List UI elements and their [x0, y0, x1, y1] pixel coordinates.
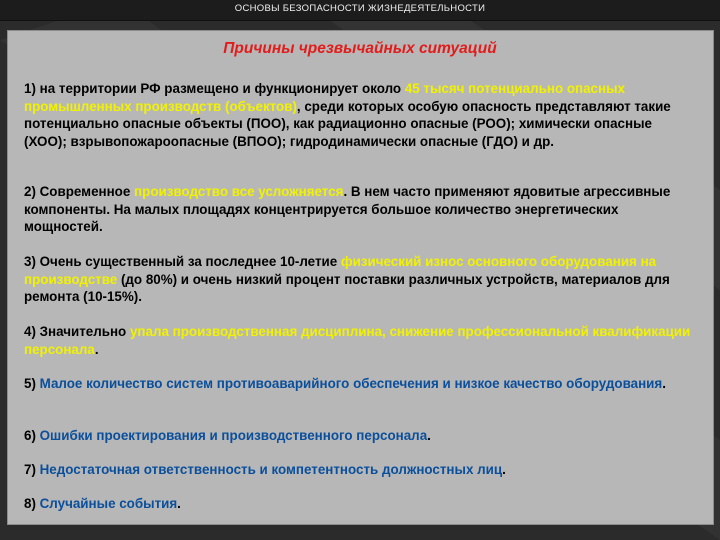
header-bar	[0, 0, 720, 21]
list-item-3	[24, 253, 694, 306]
list-item-4	[24, 323, 694, 358]
list-item-5	[24, 375, 694, 393]
item-highlight: упала производственная дисциплина, снижение профессиональной квалификации персонала	[24, 324, 691, 357]
item-text: , среди которых особую опасность представляют такие потенциально опасные объекты (ПОО), как радиационно опасные (РОО); химически опасные (ХОО); взрывопожароопасные (ВПОО); гидродинамически опасные (ГДО) и др.	[24, 98, 671, 149]
item-text: (до 80%) и очень низкий процент поставки различных устройств, материалов для ремонта (10-15%).	[24, 271, 670, 304]
item-highlight: Случайные события	[39, 496, 178, 511]
item-text: .	[502, 462, 506, 477]
item-text: 8)	[24, 496, 40, 511]
item-text: 3) Очень существенный за последнее 10-летие	[24, 254, 341, 269]
item-highlight: 45 тысяч потенциально опасных промышленных производств (объектов)	[24, 81, 625, 114]
item-text: 2) Современное	[24, 184, 135, 199]
item-text: 4) Значительно	[24, 324, 130, 339]
item-highlight: Малое количество систем противоаварийного обеспечения и низкое качество оборудования	[39, 376, 663, 391]
item-text: 5)	[24, 376, 40, 391]
list-item-2	[24, 183, 694, 236]
item-text: .	[662, 376, 666, 391]
list-item-7	[24, 461, 694, 479]
item-highlight: производство все усложняется	[134, 184, 344, 199]
list-item-6	[24, 427, 694, 445]
item-highlight: физический износ основного оборудования на производстве	[24, 254, 657, 287]
list-item-1	[24, 80, 694, 150]
item-highlight: Недостаточная ответственность и компетентность должностных лиц	[39, 462, 503, 477]
item-text: 1) на территории РФ размещено и функционирует около	[24, 81, 405, 96]
item-text: .	[427, 428, 431, 443]
item-text: . В нем часто применяют ядовитые агрессивные компоненты. На малых площадях концентрируется большое количество энергетических мощностей.	[24, 184, 671, 234]
item-text: 6)	[24, 428, 40, 443]
slide-title: Причины чрезвычайных ситуаций	[223, 40, 497, 57]
item-highlight: Ошибки проектирования и производственного персонала	[39, 428, 428, 443]
item-text: 7)	[24, 462, 40, 477]
header-title: ОСНОВЫ БЕЗОПАСНОСТИ ЖИЗНЕДЕЯТЕЛЬНОСТИ	[234, 3, 486, 14]
item-text: .	[94, 341, 99, 357]
list-item-8	[24, 495, 694, 513]
item-text: .	[177, 496, 181, 511]
